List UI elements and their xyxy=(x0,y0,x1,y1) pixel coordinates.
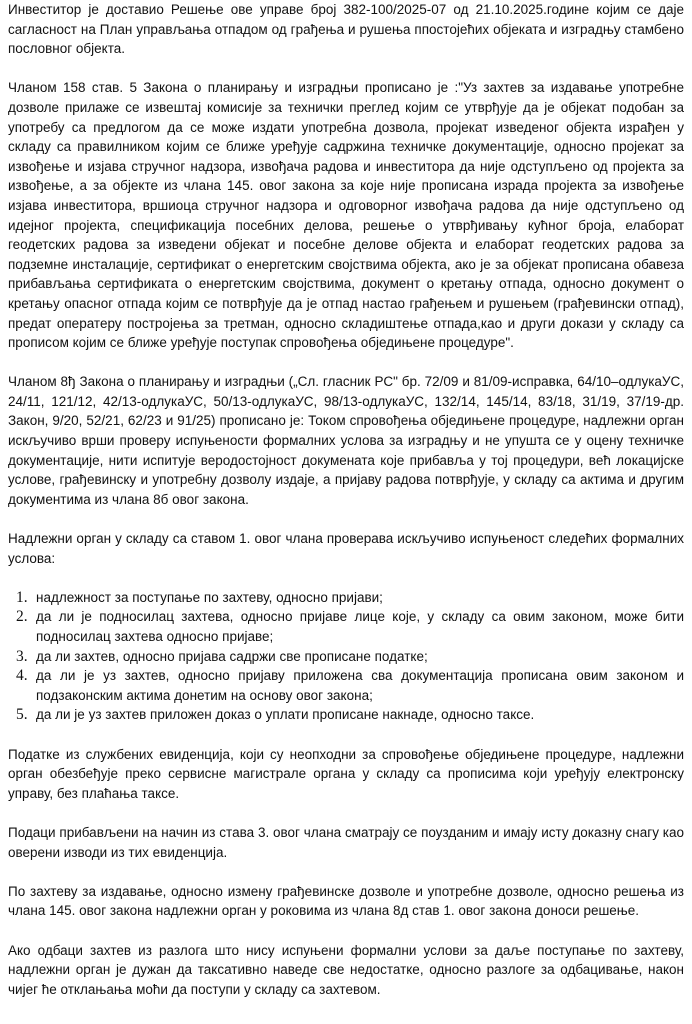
document-page xyxy=(8,0,684,1019)
list-item xyxy=(16,666,684,705)
paragraph-permit-decision: По захтеву за издавање, односно измену грађевинске дозволе и употребне дозволе, односно решења из члана 145. овог закона надлежни орган у роковима из члана 8д став 1. овог закона доноси решење. xyxy=(8,883,684,919)
list-item-text: да ли захтев, односно пријава садржи све прописане податке; xyxy=(36,648,428,664)
paragraph-rejection-reasons: Ако одбаци захтев из разлога што нису испуњени формални услови за даље поступање по захтеву, надлежни орган је дужан да таксативно наведе све недостатке, односно разлоге за одбацивање, након чијег ће отклањања моћи да поступи у складу са захтевом. xyxy=(8,942,684,997)
paragraph-article-158: Чланом 158 став. 5 Закона о планирању и изградњи прописано је :"Уз захтев за издавање употребне дозволе прилаже се извештај комисије за технички преглед којим се утврђује да је објекат подобан за употребу са предлогом да се може издати употребна дозвола, пројекат изведеног објекта израђен у складу са правилником којим се ближе уређује садржина техничке документације, односно пројекат за извођење и изјава стручног надзора, извођача радова и инвеститора да није одступљено од пројекта за извођење, а за објекте из члана 145. овог закона за које није прописана израда пројекта за извођење изјава инвеститора, вршиоца стручног надзора и одговорног извођача радова да није одступљено од идејног пројекта, спецификација посебних делова, решење о утврђивању кућног броја, елаборат геодетских радова за изведени објекат и посебне делове објекта и елаборат геодетских радова за подземне инсталације, сертификат о енергетским својствима објекта, ако је за објекат прописана обавеза прибављања сертификата о енергетским својствима, документ о кретању отпада, односно документ о кретању опасног отпада којим се потврђује да је отпад настао грађењем и рушењем (грађевински отпад), предат оператеру постројења за третман, односно складиштење отпада,као и други докази у складу са прописом којим се ближе уређује поступак спровођења обједињене процедуре". xyxy=(8,80,684,351)
formal-conditions-list xyxy=(8,588,684,725)
list-item-number: 3. xyxy=(16,647,28,665)
list-item-number: 5. xyxy=(16,706,28,724)
list-item-text: надлежност за поступање по захтеву, односно пријави; xyxy=(36,589,383,605)
list-item-number: 1. xyxy=(16,588,28,606)
list-item-text: да ли је уз захтев приложен доказ о уплати прописане накнаде, односно таксе. xyxy=(36,707,535,723)
paragraph-official-records: Податке из службених евиденција, који су неопходни за спровођење обједињене процедуре, надлежни орган обезбеђује преко сервисне магистрале органа у складу са прописима који уређују електронску управу, без плаћања таксе. xyxy=(8,746,684,801)
list-item xyxy=(16,607,684,646)
list-item-number: 2. xyxy=(16,608,28,626)
paragraph-article-8dj: Чланом 8ђ Закона о планирању и изградњи („Сл. гласник РС" бр. 72/09 и 81/09-исправка, 64/10–одлукаУС, 24/11, 121/12, 42/13-одлукаУС, 50/13-одлукаУС, 98/13-одлукаУС, 132/14, 145/14, 83/18, 31/19, 37/19-др. Закон, 9/20, 52/21, 62/23 и 91/25) прописано је: Током спровођења обједињене процедуре, надлежни орган искључиво врши проверу испуњености формалних услова за изградњу и не упушта се у оцену техничке документације, нити испитује веродостојност докумената које прибавља у тој процедури, већ локацијске услове, грађевинску и употребну дозволу издаје, а пријаву радова потврђује, у складу са актима и другим документима из члана 8б овог закона. xyxy=(8,374,684,507)
list-item xyxy=(16,647,684,667)
paragraph-data-reliability: Подаци прибављени на начин из става 3. овог члана сматрају се поузданим и имају исту доказну снагу као оверени изводи из тих евиденција. xyxy=(8,824,684,860)
paragraph-investor-decision: Инвеститор је доставио Решење ове управе број 382-100/2025-07 од 21.10.2025.године којим се даје сагласност на План управљања отпадом од грађења и рушења ппостојећих објеката и изградњу стамбено пословног објекта. xyxy=(8,2,684,57)
list-item-text: да ли је уз захтев, односно пријаву приложена сва документација прописана овим законом и подзаконским актима донетим на основу овог закона; xyxy=(36,668,684,703)
list-item xyxy=(16,705,684,725)
list-item-number: 4. xyxy=(16,667,28,685)
list-item-text: да ли је подносилац захтева, односно пријаве лице које, у складу са овим законом, може бити подносилац захтева односно пријаве; xyxy=(36,609,684,644)
list-item xyxy=(16,588,684,608)
paragraph-formal-conditions-intro: Надлежни орган у складу са ставом 1. овог члана проверава искључиво испуњеност следећих формалних услова: xyxy=(8,531,684,566)
